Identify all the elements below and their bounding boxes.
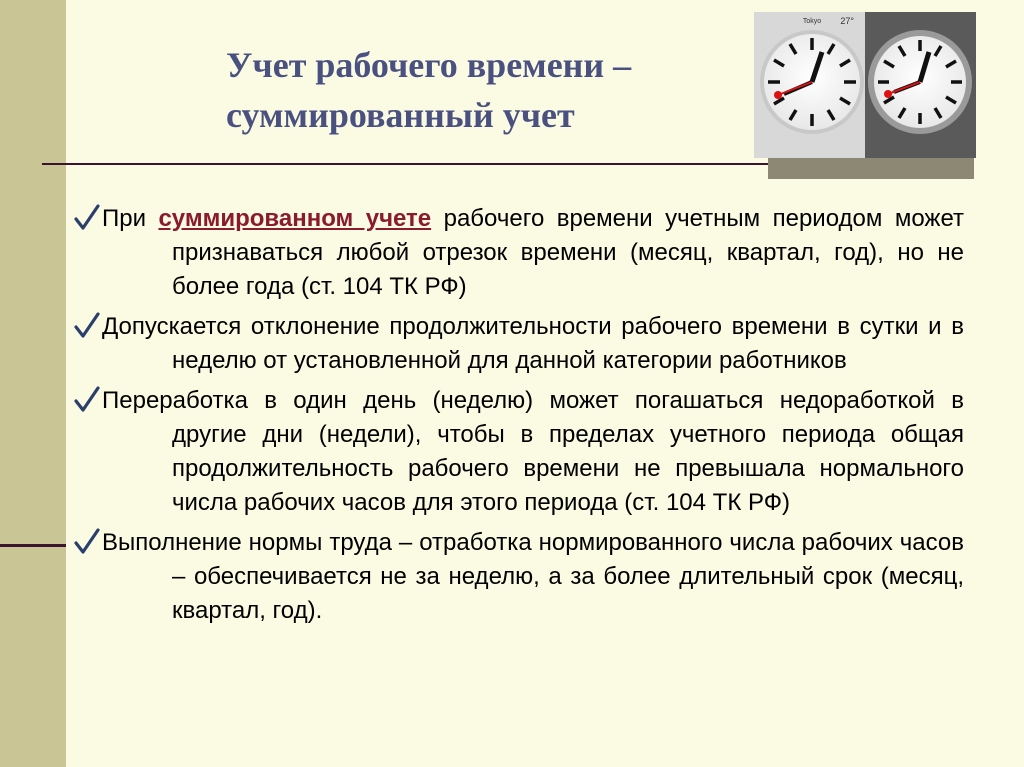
checkmark-icon — [74, 528, 100, 556]
bullet-list — [74, 202, 964, 634]
clock-city-label: Tokyo — [802, 18, 822, 25]
checkmark-icon — [74, 312, 100, 340]
bullet-item — [74, 310, 964, 378]
title-line-1: Учет рабочего времени – — [226, 45, 632, 85]
title-line-2: суммированный учет — [226, 95, 575, 135]
bullet-item — [74, 526, 964, 628]
highlighted-term: суммированном учете — [158, 205, 432, 232]
bullet-text — [102, 202, 965, 304]
checkmark-icon — [74, 386, 100, 414]
checkmark-icon — [74, 204, 100, 232]
sidebar-divider — [0, 544, 66, 547]
bullet-text: Переработка в один день (неделю) может погашаться недоработкой в другие дни (недели), чтобы в пределах учетного периода общая продолжительность рабочего времени не превышала нормального числа рабочих часов для этого периода (ст. 104 ТК РФ) — [102, 387, 964, 516]
bullet-text: Выполнение нормы труда – отработка нормированного числа рабочих часов – обеспечивается не за неделю, а за более длительный срок (месяц, квартал, год). — [102, 529, 964, 624]
bullet-item — [74, 384, 964, 520]
wall-clocks-photo — [754, 12, 976, 158]
bullet-item — [74, 202, 964, 304]
slide-title — [226, 40, 746, 140]
temperature-label: 27° — [840, 16, 854, 26]
bullet-text-part: рабочего времени учетным периодом может признаваться любой отрезок времени (месяц, квартал, год), но не более года (ст. 104 ТК РФ) — [172, 205, 965, 300]
clocks-image — [754, 12, 976, 158]
bullet-text: Допускается отклонение продолжительности рабочего времени в сутки и в неделю от установленной для данной категории работников — [102, 313, 964, 374]
sidebar-band — [0, 0, 66, 767]
title-divider — [42, 163, 770, 165]
bullet-text-part: При — [102, 205, 159, 232]
